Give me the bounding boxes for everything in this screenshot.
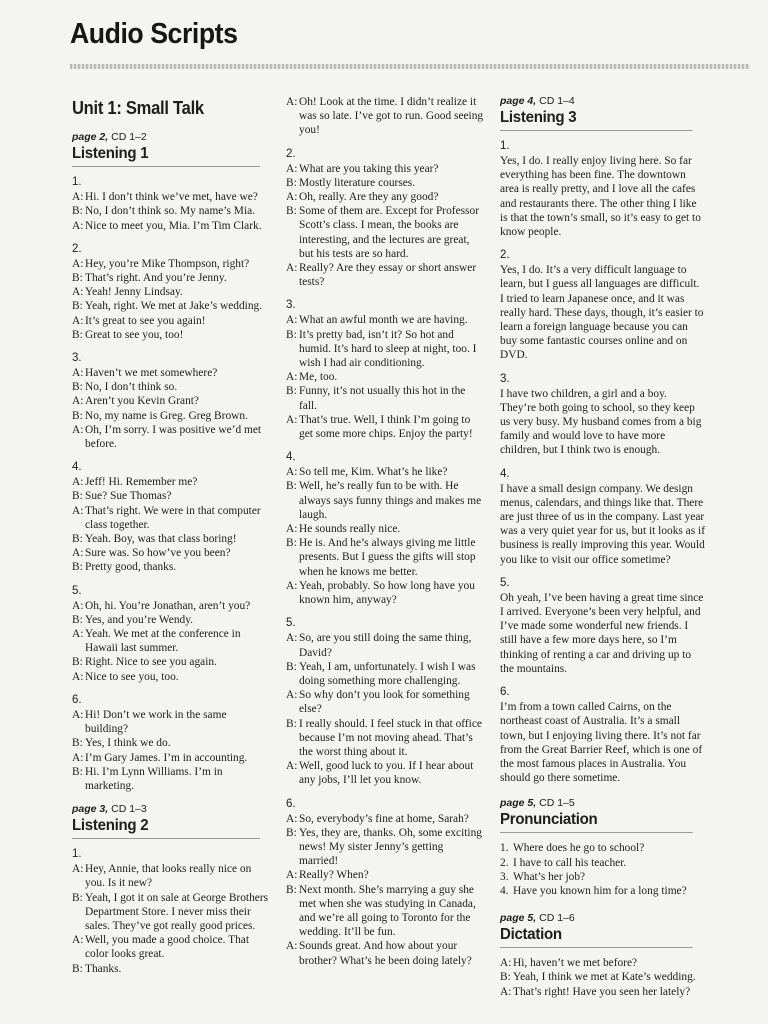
dialog-item xyxy=(72,584,272,684)
list-item: 3. What’s her job? xyxy=(500,870,586,883)
listening-3-section xyxy=(500,95,705,785)
dialog-line: A: Really? When? xyxy=(286,869,369,882)
dialog-line: A: That’s right. We were in that computer class together. xyxy=(72,504,261,531)
dialog-line: A: Sure was. So how’ve you been? xyxy=(72,547,231,560)
paragraph: I have two children, a girl and a boy. They’re both going to school, so they keep us very busy. My husband comes from a big family and would love to have more children, but I think two is enough. xyxy=(500,387,702,457)
dialog-item xyxy=(72,460,272,574)
item-number: 3. xyxy=(72,352,82,365)
pronunciation-list xyxy=(500,841,705,898)
dialog-line: A: Hey, you’re Mike Thompson, right? xyxy=(72,257,250,270)
column-3 xyxy=(500,95,705,1005)
listening-2-section xyxy=(72,803,272,976)
dialog-line: A: That’s right! Have you seen her lately? xyxy=(500,985,691,998)
monologue-item xyxy=(500,139,705,239)
dialog-line: A: Really? Are they essay or short answer tests? xyxy=(286,262,477,289)
monologue-item xyxy=(500,372,705,458)
dialog-line: B: Thanks. xyxy=(72,962,122,975)
section-title: Pronunciation xyxy=(500,810,693,833)
page-reference: page 5, CD 1–5 xyxy=(500,797,575,810)
dialog-line: A: So tell me, Kim. What’s he like? xyxy=(286,466,448,479)
dialog-item xyxy=(286,616,484,787)
item-number: 2. xyxy=(500,249,510,262)
dialog-line: A: Oh, I’m sorry. I was positive we’d met before. xyxy=(72,423,262,451)
dialog-line: A: Oh, really. Are they any good? xyxy=(286,191,439,204)
dialog-item xyxy=(286,450,484,607)
dialog-item xyxy=(72,693,272,793)
dialog-line: A: It’s great to see you again! xyxy=(72,314,206,327)
dialog-line: A: Aren’t you Kevin Grant? xyxy=(72,395,199,408)
dialog-line: A: What are you taking this year? xyxy=(286,162,439,175)
dialog-line: A: Well, you made a good choice. That color looks great. xyxy=(72,934,249,961)
dialog-line: B: That’s right. And you’re Jenny. xyxy=(72,272,227,285)
pronunciation-section xyxy=(500,797,705,898)
item-number: 6. xyxy=(286,797,296,810)
dialog-line: B: It’s pretty bad, isn’t it? So hot and humid. It’s hard to sleep at night, too. I wish I had air conditioning. xyxy=(286,328,477,370)
page-reference: page 3, CD 1–3 xyxy=(72,803,147,816)
item-number: 1. xyxy=(72,848,82,861)
dictation-section xyxy=(500,912,705,999)
dialog-line: B: Yes, I think we do. xyxy=(72,737,171,750)
item-number: 3. xyxy=(286,299,296,312)
item-number: 2. xyxy=(72,242,82,255)
item-number: 6. xyxy=(72,693,82,706)
dialog-list-continued xyxy=(286,95,484,968)
list-item: 2. I have to call his teacher. xyxy=(500,856,627,869)
dialog-line: A: Yeah! Jenny Lindsay. xyxy=(72,286,183,299)
dialog-line: A: So, are you still doing the same thing, David? xyxy=(286,632,472,659)
dialog-line: B: Well, he’s really fun to be with. He always says funny things and makes me laugh. xyxy=(286,480,482,521)
dialog-line: B: Yeah, I think we met at Kate’s wedding. xyxy=(500,971,696,984)
dialog-line: A: Haven’t we met somewhere? xyxy=(72,367,218,380)
dialog-line: A: Nice to see you, too. xyxy=(72,670,179,683)
item-number: 5. xyxy=(286,617,296,630)
paragraph: I have a small design company. We design menus, calendars, and things like that. There are just three of us in the company. Last year was a very quiet year for us, but it looks as if business is really improving this year. Would you like to visit our office sometime? xyxy=(500,482,705,566)
monologue-item xyxy=(500,685,705,785)
dialog-line: A: Nice to meet you, Mia. I’m Tim Clark. xyxy=(72,219,262,232)
item-number: 6. xyxy=(500,686,510,699)
dialog-line: A: Sounds great. And how about your brother? What’s he been doing lately? xyxy=(286,940,472,967)
dialog-line: A: Yeah, probably. So how long have you known him, anyway? xyxy=(286,579,475,607)
dialog-line: A: Well, good luck to you. If I hear about any jobs, I’ll let you know. xyxy=(286,760,474,787)
dialog-line: A: Hey, Annie, that looks really nice on you. Is it new? xyxy=(72,863,252,890)
column-2 xyxy=(286,95,484,977)
item-number: 4. xyxy=(500,467,510,480)
list-item: 4. Have you known him for a long time? xyxy=(500,884,687,897)
dialog-line: A: So why don’t you look for something else? xyxy=(286,689,470,716)
dialog-line: A: So, everybody’s fine at home, Sarah? xyxy=(286,812,469,825)
title-divider xyxy=(70,64,750,69)
monologue-item xyxy=(500,576,705,676)
item-number: 5. xyxy=(500,576,510,589)
dialog-item xyxy=(72,175,272,233)
section-title: Listening 2 xyxy=(72,816,260,839)
paragraph: Oh yeah, I’ve been having a great time since I arrived. Everyone’s been very helpful, and I’ve made some wonderful new friends. I still have a few more days here, so I’m thinking of renting a car and driving up to the mountains. xyxy=(500,591,704,675)
item-number: 1. xyxy=(72,176,82,189)
item-number: 4. xyxy=(72,461,82,474)
dialog-item-continued xyxy=(286,95,484,138)
dialog-line: A: Me, too. xyxy=(286,371,338,384)
dialog-line: B: Yes, they are, thanks. Oh, some exciting news! My sister Jenny’s getting married! xyxy=(286,826,482,868)
dialog-item xyxy=(72,847,272,976)
item-number: 1. xyxy=(500,140,510,152)
paragraph: I’m from a town called Cairns, on the northeast coast of Australia. It’s a small town, but I enjoying living there. It’s not far from the Great Barrier Reef, which is one of the most famous places in Australia. You should go there sometime. xyxy=(500,701,703,785)
column-1 xyxy=(72,95,272,985)
dialog-line: B: Yeah, I got it on sale at George Brothers Department Store. I never miss their sales. They’ve got really good prices. xyxy=(72,891,269,932)
dialog-line: A: What an awful month we are having. xyxy=(286,314,468,327)
dialog-line: B: Yeah. Boy, was that class boring! xyxy=(72,533,237,546)
dialog-line: B: Hi. I’m Lynn Williams. I’m in marketing. xyxy=(72,765,223,792)
dialog-list xyxy=(72,847,272,976)
dialog-line: B: Yeah, right. We met at Jake’s wedding. xyxy=(72,300,263,313)
dialog-line: A: Oh! Look at the time. I didn’t realize it was so late. I’ve got to run. Good seeing you! xyxy=(286,96,484,137)
dialog-line: B: Pretty good, thanks. xyxy=(72,561,177,574)
dialog-line: B: No, my name is Greg. Greg Brown. xyxy=(72,409,248,422)
dialog-line: B: Some of them are. Except for Professor Scott’s class. I mean, the books are interesting, and the lectures are great, but his tests are so hard. xyxy=(286,205,479,260)
dialog-line: A: Hi! Don’t we work in the same building? xyxy=(72,708,227,736)
dialog-item xyxy=(286,298,484,441)
dialog-line: B: Next month. She’s marrying a guy she met when she was studying in Canada, and we’re all going to Toronto for the wedding. It’ll be fun. xyxy=(286,883,476,939)
dialog-line: B: I really should. I feel stuck in that office because I’m not moving ahead. That’s the worst thing about it. xyxy=(286,717,482,758)
section-title: Listening 1 xyxy=(72,144,260,167)
item-number: 5. xyxy=(72,584,82,597)
dialog-line: A: He sounds really nice. xyxy=(286,523,401,536)
dialog-line: A: Yeah. We met at the conference in Hawaii last summer. xyxy=(72,628,241,655)
monologue-item xyxy=(500,248,705,362)
dialog-list xyxy=(72,175,272,793)
dialog-item xyxy=(286,147,484,290)
dialog-line: B: Right. Nice to see you again. xyxy=(72,656,217,669)
paragraph: Yes, I do. I really enjoy living here. So far everything has been fine. The downtown area is really pretty, and I love all the cafes and restaurants there. The other thing I like is that the town’s small, so it’s easy to get to know people. xyxy=(500,155,701,239)
dialog-line: B: Yes, and you’re Wendy. xyxy=(72,613,194,626)
item-number: 2. xyxy=(286,147,296,160)
section-title: Listening 3 xyxy=(500,108,693,131)
unit-title: Unit 1: Small Talk xyxy=(72,98,204,118)
monologue-list xyxy=(500,139,705,785)
dialog-line: A: Oh, hi. You’re Jonathan, aren’t you? xyxy=(72,599,251,612)
dialog-line: B: No, I don’t think so. My name’s Mia. xyxy=(72,205,256,218)
dialog-line: B: He is. And he’s always giving me little presents. But I guess the gifts will stop when he knows me better. xyxy=(286,537,476,578)
monologue-item xyxy=(500,467,705,567)
dialog-line: A: Hi, haven’t we met before? xyxy=(500,957,638,970)
page-reference: page 5, CD 1–6 xyxy=(500,912,575,925)
dialog-line: A: That’s true. Well, I think I’m going to get some more chips. Enjoy the party! xyxy=(286,413,473,441)
page-reference: page 2, CD 1–2 xyxy=(72,131,147,144)
dialog-line: B: Mostly literature courses. xyxy=(286,176,416,189)
dialog-item xyxy=(286,797,484,968)
paragraph: Yes, I do. It’s a very difficult language to learn, but I guess all languages are difficult. I tried to learn Japanese once, and it was really hard. These days, though, it’s easier to learn a foreign language because you can buy some fantastic courses online and on DVD. xyxy=(500,264,704,362)
dialog-line: A: Hi. I don’t think we’ve met, have we? xyxy=(72,191,258,204)
dialog-line: A: Jeff! Hi. Remember me? xyxy=(72,476,198,489)
page-reference: page 4, CD 1–4 xyxy=(500,95,575,107)
listening-1-section xyxy=(72,131,272,793)
dialog-line: A: I’m Gary James. I’m in accounting. xyxy=(72,751,248,764)
item-number: 3. xyxy=(500,372,510,385)
dialog-line: B: Great to see you, too! xyxy=(72,328,184,341)
list-item: 1. Where does he go to school? xyxy=(500,842,645,855)
dialog-line: B: Yeah, I am, unfortunately. I wish I was doing something more challenging. xyxy=(286,660,476,687)
dialog-line: B: No, I don’t think so. xyxy=(72,381,178,394)
dialog-line: B: Sue? Sue Thomas? xyxy=(72,490,172,503)
item-number: 4. xyxy=(286,451,296,464)
section-title: Dictation xyxy=(500,925,693,948)
dialog-item xyxy=(72,351,272,451)
dialog-item xyxy=(72,242,272,342)
dialog-line: B: Funny, it’s not usually this hot in the fall. xyxy=(286,385,466,412)
page-title: Audio Scripts xyxy=(70,18,238,50)
